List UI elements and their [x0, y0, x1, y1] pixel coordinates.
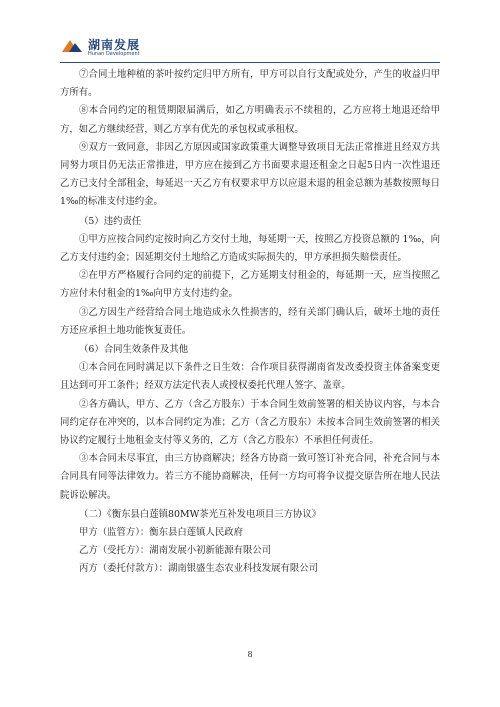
document-header	[60, 34, 440, 60]
effect-clause-1: ①本合同在同时满足以下条件之日生效：合作项目获得湖南省发改委投资主体备案变更且达到可开工条件；经双方法定代表人或授权委托代理人签字、盖章。	[60, 362, 440, 392]
clause-7: ⑦合同土地种植的茶叶按约定归甲方所有，甲方可以自行支配或处分，产生的收益归甲方所有。	[60, 69, 440, 99]
header-divider	[60, 62, 440, 63]
party-c: 丙方（委托付款方）：湖南银盛生态农业科技发展有限公司	[79, 563, 319, 575]
clause-9: ⑨双方一致同意，非因乙方原因或国家政策重大调整导致项目无法正常推进且经双方共同努力项目仍无法正常推进，甲方应在接到乙方书面要求退还租金之日起5日内一次性退还乙方已支付全部租金，每延迟一天乙方有权要求甲方以应退未退的租金总额为基数按照每日1‰的标准支付违约金。	[60, 141, 440, 208]
page-number: 8	[247, 650, 253, 659]
agreement-title: （二）《衡东县白莲镇80MW茶光互补发电项目三方协议》	[79, 508, 322, 520]
brand-name-en: Hunan Development	[88, 51, 140, 57]
clause-8: ⑧本合同约定的租赁期限届满后，如乙方明确表示不续租的，乙方应将土地退还给甲方，如乙方继续经营，则乙方享有优先的承包权或承租权。	[60, 105, 440, 135]
party-a: 甲方（监管方）：衡东县白莲镇人民政府	[79, 527, 244, 539]
breach-clause-1: ①甲方应按合同约定按时向乙方交付土地，每延期一天，按照乙方投资总额的 1‰，向乙方支付违约金；因延期交付土地给乙方造成实际损失的，甲方承担损失赔偿责任。	[60, 233, 440, 264]
effect-clause-3: ③本合同未尽事宜，由三方协商解决；经各方协商一致可签订补充合同，补充合同与本合同具有同等法律效力。若三方不能协商解决，任何一方均可将争议提交原告所在地人民法院诉讼解决。	[60, 453, 440, 501]
party-b: 乙方（受托方）：湖南发展小初新能源有限公司	[79, 545, 272, 557]
brand-name-cn: 湖南发展	[88, 38, 141, 52]
section-heading-effect: （6）合同生效条件及其他	[79, 344, 189, 356]
document-body	[60, 66, 440, 579]
section-heading-breach: （5）违约责任	[79, 215, 142, 227]
effect-clause-2: ②各方确认，甲方、乙方（含乙方股东）于本合同生效前签署的相关协议内容，与本合同约定存在冲突的，以本合同约定为准；乙方（含乙方股东）未按本合同生效前签署的相关协议约定履行土地租金支付等义务的，乙方（含乙方股东）不承担任何责任。	[60, 398, 440, 447]
breach-clause-3: ③乙方因生产经营给合同土地造成永久性损害的，经有关部门确认后，破坏土地的责任方还应承担土地功能恢复责任。	[60, 306, 440, 336]
breach-clause-2: ②在甲方严格履行合同约定的前提下，乙方延期支付租金的，每延期一天，应当按照乙方应付未付租金的1‰向甲方支付违约金。	[60, 270, 440, 300]
company-logo-icon	[60, 36, 84, 56]
